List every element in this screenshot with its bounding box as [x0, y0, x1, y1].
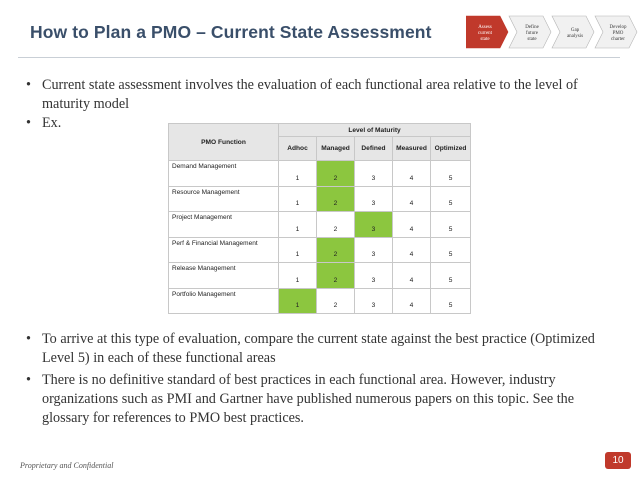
- maturity-level-cell: 3: [355, 161, 393, 187]
- title-divider: [18, 57, 620, 58]
- process-chevrons: [466, 15, 638, 49]
- maturity-level-cell: 2: [317, 237, 355, 263]
- maturity-level-cell: 3: [355, 263, 393, 289]
- process-step: [509, 16, 551, 48]
- maturity-level-cell: 5: [431, 161, 471, 187]
- process-step: [595, 16, 637, 48]
- maturity-level-cell: 3: [355, 237, 393, 263]
- maturity-level-cell: 1: [279, 161, 317, 187]
- footer-text: Proprietary and Confidential: [20, 461, 114, 470]
- slide-title: How to Plan a PMO – Current State Assessment: [30, 22, 432, 42]
- maturity-level-cell: 2: [317, 288, 355, 314]
- maturity-level-cell: 4: [393, 237, 431, 263]
- bullet-dot: •: [26, 331, 31, 347]
- maturity-level-cell: 5: [431, 263, 471, 289]
- bullet-dot: •: [26, 115, 31, 131]
- table-row: [169, 212, 471, 238]
- bullet-list-bottom: [26, 330, 612, 431]
- bullet-item: [26, 330, 612, 368]
- maturity-level-cell: 1: [279, 212, 317, 238]
- level-header: Measured: [393, 137, 431, 161]
- process-step-label: Assess: [478, 24, 492, 30]
- function-name-cell: Demand Management: [169, 161, 279, 187]
- function-name-cell: Release Management: [169, 263, 279, 289]
- pmo-function-header: PMO Function: [169, 124, 279, 161]
- table-row: [169, 288, 471, 314]
- maturity-level-cell: 3: [355, 288, 393, 314]
- bullet-dot: •: [26, 372, 31, 388]
- process-step: [466, 16, 508, 48]
- page-number: 10: [605, 452, 631, 469]
- process-step-label: analysis: [566, 33, 584, 39]
- maturity-level-cell: 3: [355, 186, 393, 212]
- bullet-text: To arrive at this type of evaluation, compare the current state against the best practice (Optimized Level 5) in each of these functional areas: [42, 331, 595, 366]
- table-row: [169, 161, 471, 187]
- bullet-text: There is no definitive standard of best practices in each functional area. However, industry organizations such as PMI and Gartner have published numerous papers on this topic. See the glossary for references to PMO best practices.: [42, 372, 575, 426]
- bullet-item: [26, 371, 612, 428]
- process-step-label: Gap: [570, 27, 580, 33]
- process-step-label: state: [480, 36, 490, 42]
- process-step-label: PMO: [612, 30, 624, 36]
- maturity-level-cell: 1: [279, 288, 317, 314]
- maturity-level-cell: 4: [393, 288, 431, 314]
- maturity-table-body: [169, 161, 471, 314]
- maturity-level-cell: 5: [431, 237, 471, 263]
- maturity-table: [168, 123, 471, 314]
- maturity-level-cell: 2: [317, 186, 355, 212]
- maturity-level-cell: 5: [431, 288, 471, 314]
- function-name-cell: Project Management: [169, 212, 279, 238]
- function-name-cell: Portfolio Management: [169, 288, 279, 314]
- maturity-level-cell: 4: [393, 186, 431, 212]
- maturity-level-cell: 4: [393, 161, 431, 187]
- function-name-cell: Perf & Financial Management: [169, 237, 279, 263]
- maturity-level-cell: 4: [393, 212, 431, 238]
- maturity-level-cell: 5: [431, 186, 471, 212]
- maturity-level-cell: 3: [355, 212, 393, 238]
- maturity-level-cell: 1: [279, 186, 317, 212]
- table-row: [169, 237, 471, 263]
- level-header: Managed: [317, 137, 355, 161]
- level-header: Defined: [355, 137, 393, 161]
- process-step-label: future: [526, 30, 538, 36]
- bullet-item: [26, 76, 612, 114]
- process-step-label: charter: [611, 36, 625, 42]
- process-step-label: Develop: [609, 24, 627, 30]
- level-header: Adhoc: [279, 137, 317, 161]
- process-step: [552, 16, 594, 48]
- table-row: [169, 186, 471, 212]
- maturity-level-cell: 2: [317, 161, 355, 187]
- function-name-cell: Resource Management: [169, 186, 279, 212]
- table-row: [169, 263, 471, 289]
- process-step-label: Define: [525, 24, 539, 30]
- maturity-level-cell: 1: [279, 237, 317, 263]
- bullet-text: Ex.: [42, 115, 62, 131]
- bullet-dot: •: [26, 77, 31, 93]
- maturity-level-cell: 4: [393, 263, 431, 289]
- maturity-header: Level of Maturity: [279, 124, 471, 137]
- maturity-level-cell: 5: [431, 212, 471, 238]
- level-header: Optimized: [431, 137, 471, 161]
- process-step-label: state: [527, 36, 537, 42]
- maturity-level-cell: 1: [279, 263, 317, 289]
- process-step-label: current: [477, 30, 493, 36]
- bullet-text: Current state assessment involves the evaluation of each functional area relative to the level of maturity model: [42, 77, 578, 112]
- maturity-level-cell: 2: [317, 212, 355, 238]
- maturity-level-cell: 2: [317, 263, 355, 289]
